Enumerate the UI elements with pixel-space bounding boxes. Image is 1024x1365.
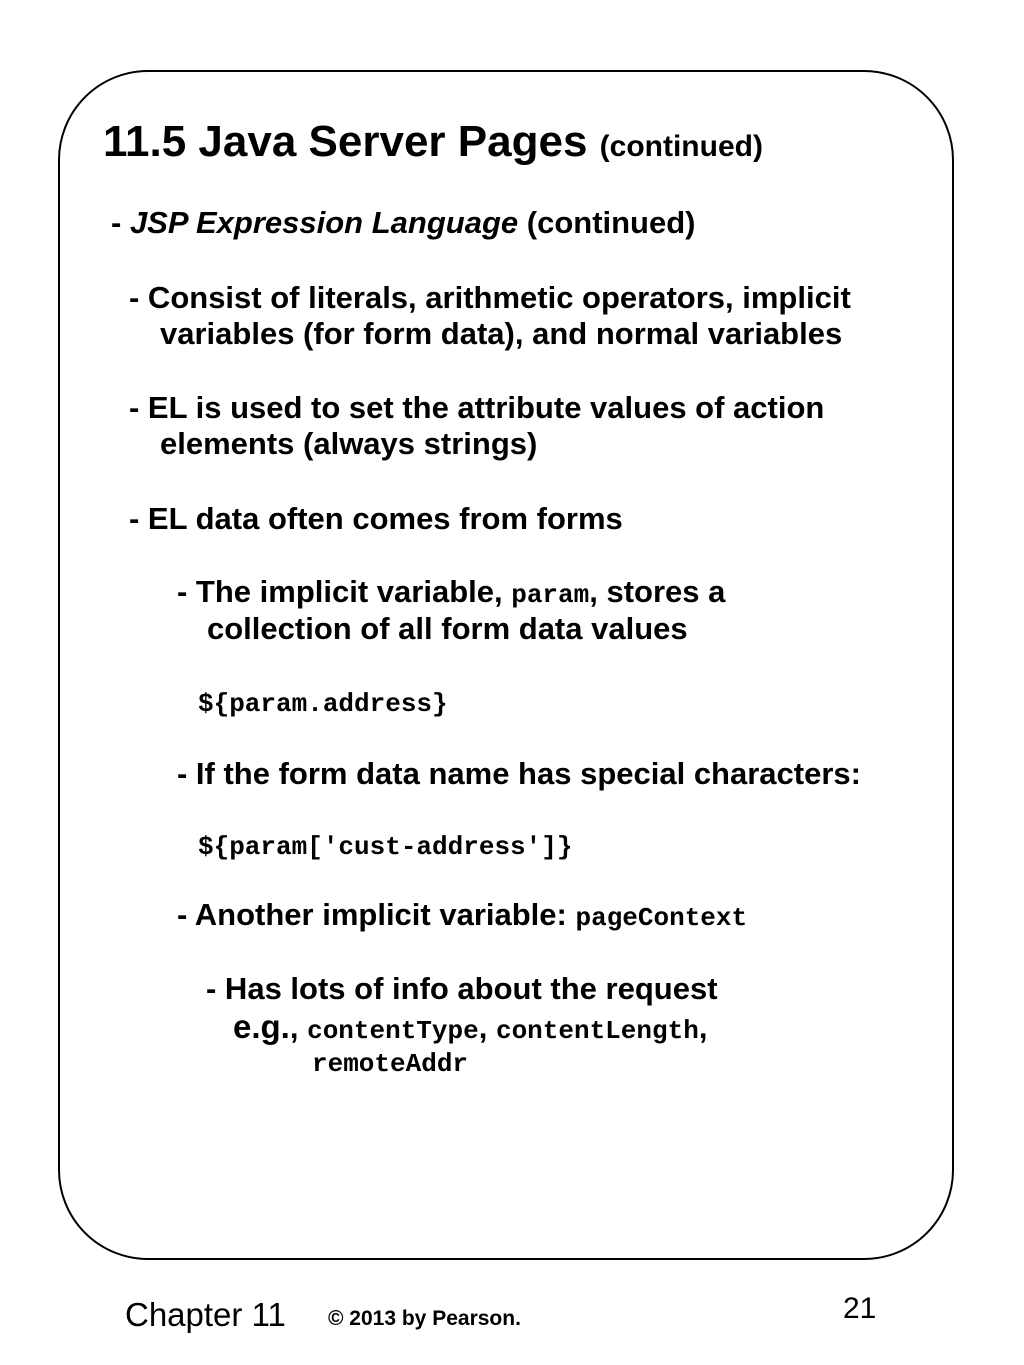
title-sub: (continued): [599, 130, 763, 163]
title-main: 11.5 Java Server Pages: [103, 117, 588, 166]
sub-bullet-param-pre: - The implicit variable,: [177, 574, 512, 609]
footer-chapter: Chapter 11: [125, 1296, 286, 1333]
sub-bullet-page-context-pre: - Another implicit variable:: [177, 897, 576, 932]
section-suffix: (continued): [518, 205, 696, 240]
code-example-address: ${param.address}: [198, 689, 448, 719]
eg-comma-1: ,: [289, 1010, 308, 1045]
bullet-2-line-1: - EL is used to set the attribute values of action: [129, 390, 825, 425]
examples-line: [233, 1008, 707, 1046]
slide-title: [103, 117, 763, 167]
bullet-1-line-1: - Consist of literals, arithmetic operators, implicit: [129, 280, 851, 315]
section-dash: -: [111, 205, 130, 240]
remote-addr-code: remoteAddr: [312, 1049, 469, 1079]
bullet-3: - EL data often comes from forms: [129, 501, 623, 536]
param-code: param: [511, 580, 590, 610]
eg-comma-3: ,: [698, 1010, 708, 1045]
sub-bullet-special-chars: - If the form data name has special characters:: [177, 756, 861, 791]
sub-bullet-param-line-2: collection of all form data values: [207, 611, 688, 646]
eg-label: e.g.: [233, 1008, 290, 1045]
eg-comma-2: ,: [478, 1010, 496, 1045]
bullet-2-line-2: elements (always strings): [160, 426, 538, 461]
sub-bullet-param-post: , stores a: [589, 574, 726, 609]
footer-page-number: 21: [843, 1292, 877, 1325]
section-heading: [111, 205, 696, 241]
footer-copyright: © 2013 by Pearson.: [328, 1307, 521, 1330]
sub-sub-bullet-request-info: - Has lots of info about the request: [206, 971, 718, 1006]
code-example-cust-address: ${param['cust-address']}: [198, 832, 573, 862]
page-context-code: pageContext: [575, 903, 748, 933]
bullet-1-line-2: variables (for form data), and normal variables: [160, 316, 843, 351]
content-type-code: contentType: [307, 1016, 479, 1046]
slide-frame: [58, 70, 954, 1260]
sub-bullet-param: [177, 574, 725, 610]
content-length-code: contentLength: [495, 1016, 699, 1046]
sub-bullet-page-context: [177, 897, 747, 933]
section-topic: JSP Expression Language: [129, 205, 519, 240]
